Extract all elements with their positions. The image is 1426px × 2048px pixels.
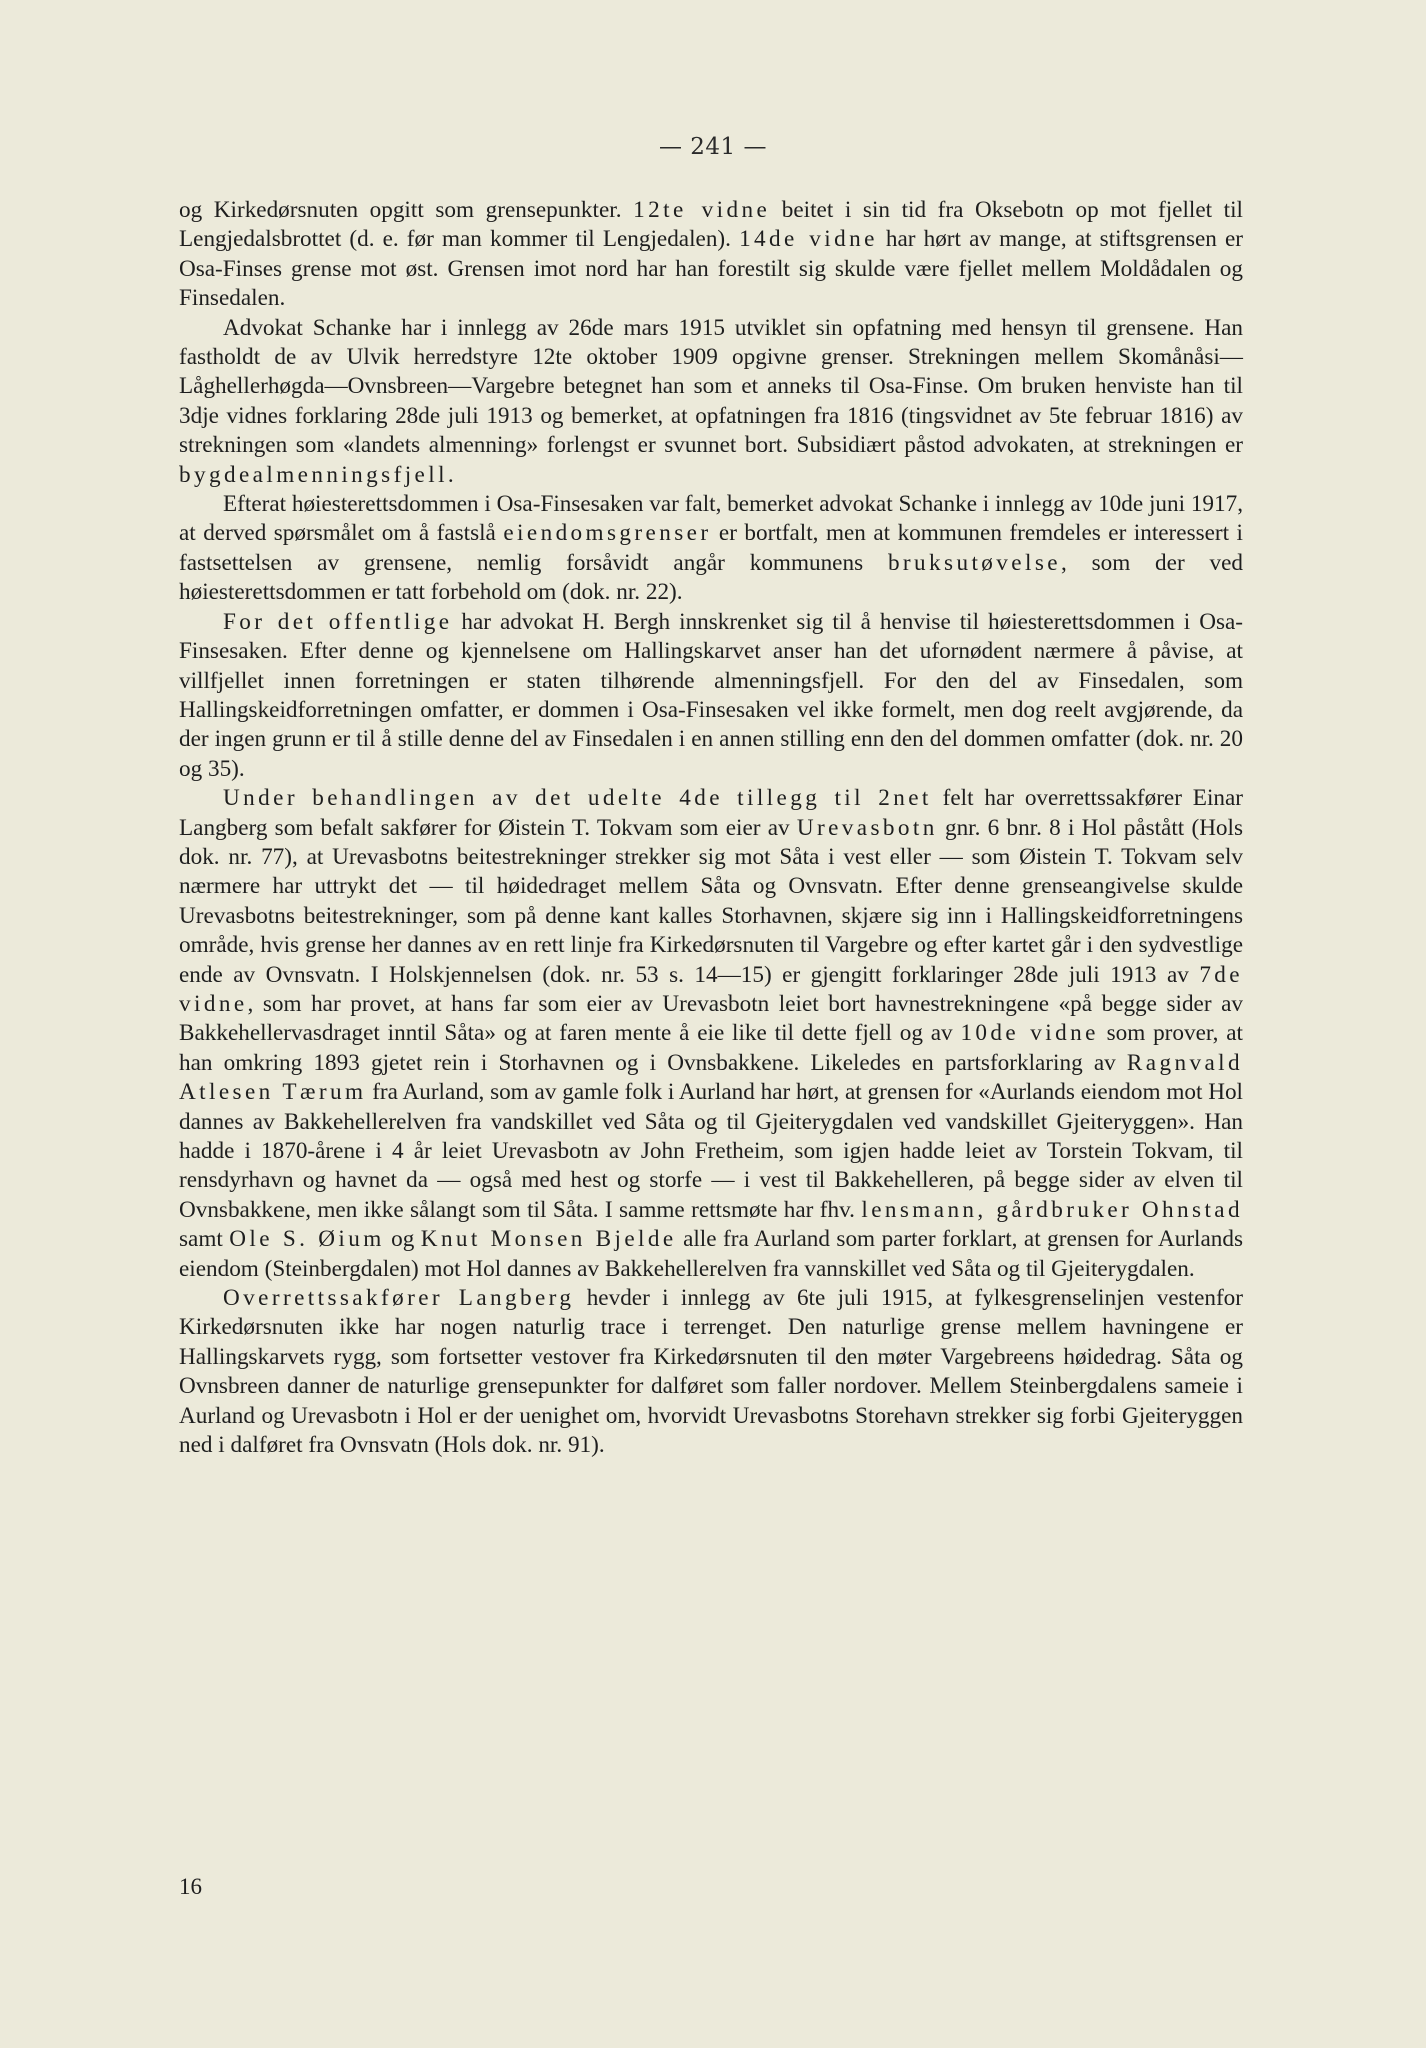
paragraph-5: [179, 784, 1243, 1284]
text-run: felt har overrettssakfører Einar Langberg som befalt sakfører for Øistein T. Tokvam som eier av: [179, 785, 1243, 841]
text-run: som prover, at han omkring 1893 gjetet rein i Storhavnen og i Ovnsbakkene. Likeledes en partsforklaring av: [179, 1020, 1244, 1076]
spaced-emphasis: 10de vidne: [960, 1020, 1099, 1047]
spaced-emphasis: Ole S. Øium: [229, 1226, 385, 1253]
spaced-emphasis: 12te vidne: [633, 197, 771, 223]
text-run: Advokat Schanke har i innlegg av 26de mars 1915 utviklet sin opfatning med hensyn til grensene. Han fastholdt de av Ulvik herredstyre 12te oktober 1909 opgivne grenser. Strekningen mellem Skomånåsi—Låghellerhøgda—Ovnsbreen—Vargebre betegnet han som et anneks til Osa-Finse. Om bruken henviste han til 3dje vidnes forklaring 28de juli 1913 og bemerket, at opfatningen fra 1816 (tingsvidnet av 5te februar 1816) av strekningen som «landets almenning» forlengst er svunnet bort. Subsidiært påstod advokaten, at strekningen er: [179, 314, 1243, 459]
text-run: har advokat H. Bergh innskrenket sig til å henvise til høiesterettsdommen i Osa-Finsesaken. Efter denne og kjennelsene om Hallingskarvet anser han det ufornødent nærmere å påvise, at villfjellet innen forretningen er staten tilhørende almenningsfjell. For den del av Finsedalen, som Hallingskeidforretningen omfatter, er dommen i Osa-Finsesaken vel ikke formelt, men dog reelt avgjørende, da der ingen grunn er til å stille denne del av Finsedalen i en annen stilling enn den del dommen omfatter (dok. nr. 20 og 35).: [179, 608, 1243, 782]
text-run: Efterat høiesterettsdommen i Osa-Finsesaken var falt, bemerket advokat Schanke i innlegg av 10de juni 1917, at derved spørsmålet om å fastslå: [179, 491, 1243, 547]
text-run: hevder i innlegg av 6te juli 1915, at fylkesgrenselinjen vestenfor Kirkedørsnuten ikke har nogen naturlig trace i terrenget. Den naturlige grense mellem havningene er Hallingskarvets rygg, som fortsetter vestover fra Kirkedørsnuten til den møter Vargebreens høidedrag. Såta og Ovnsbreen danner de naturlige grensepunkter for dalføret som faller nordover. Mellem Steinbergdalens sameie i Aurland og Urevasbotn i Hol er der uenighet om, hvorvidt Urevasbotns Storehavn strekker sig forbi Gjeiteryggen ned i dalføret fra Ovnsvatn (Hols dok. nr. 91).: [179, 1285, 1243, 1459]
spaced-emphasis: eiendomsgrenser: [503, 520, 712, 547]
text-run: er bortfalt, men at kommunen fremdeles er interessert i fastsettelsen av grensene, nemlig forsåvidt angår kommunens: [179, 520, 1243, 576]
signature-mark: 16: [179, 1874, 202, 1899]
text-run: gnr. 6 bnr. 8 i Hol påstått (Hols dok. nr. 77), at Urevasbotns beitestrekninger strekker sig mot Såta i vest eller — som Øistein T. Tokvam selv nærmere har uttrykt det — til høidedraget mellem Såta og Ovnsvatn. Efter denne grenseangivelse skulde Urevasbotns beitestrekninger, som på denne kant kalles Storhavnen, skjære sig inn i Hallingskeidforretningens område, hvis grense her dannes av en rett linje fra Kirkedørsnuten til Vargebre og efter kartet går i den sydvestlige ende av Ovnsvatn. I Holskjennelsen (dok. nr. 53 s. 14—15) er gjengitt forklaringer 28de juli 1913 av: [179, 814, 1243, 988]
text-run: og: [384, 1226, 421, 1253]
text-run: samt: [179, 1226, 230, 1253]
text-run: alle fra Aurland som parter forklart, at grensen for Aurlands eiendom (Steinbergdalen) mot Hol dannes av Bakkehellerelven fra vannskillet ved Såta og til Gjeiterygdalen.: [179, 1226, 1243, 1282]
spaced-emphasis: Under behandlingen av det udelte 4de tillegg til 2net: [223, 785, 932, 812]
spaced-emphasis: For det offentlige: [223, 608, 453, 635]
spaced-emphasis: bygdealmenningsfjell: [179, 461, 448, 488]
paragraph-2: [179, 314, 1243, 490]
text-run: har hørt av mange, at stiftsgrensen er Osa-Finses grense mot øst. Grensen imot nord har han forestilt sig skulde være fjellet mellem Moldådalen og Finsedalen.: [179, 226, 1244, 312]
page-number: — 241 —: [658, 134, 768, 160]
spaced-emphasis: lensmann, gårdbruker Ohnstad: [861, 1196, 1243, 1223]
text-run: og Kirkedørsnuten opgitt som grensepunkter.: [179, 197, 634, 223]
text-run: , som der ved høiesterettsdommen er tatt forbehold om (dok. nr. 22).: [179, 549, 1243, 606]
text-run: .: [447, 461, 454, 488]
spaced-emphasis: bruksutøvelse: [887, 549, 1061, 576]
text-run: fra Aurland, som av gamle folk i Aurland har hørt, at grensen for «Aurlands eiendom mot Hol dannes av Bakkehellerelven fra vandskillet ved Såta og til Gjeiterygdalen ved vandskillet Gjeiteryggen». Han hadde i 1870-årene i 4 år leiet Urevasbotn av John Fretheim, som igjen hadde leiet av Torstein Tokvam, til rensdyrhavn og havnet da — også med hest og storfe — i vest til Bakkehelleren, på begge sider av elven til Ovnsbakkene, men ikke sålangt som til Såta. I samme rettsmøte har fhv.: [179, 1079, 1244, 1223]
spaced-emphasis: Overrettssakfører Langberg: [223, 1285, 575, 1312]
text-run: , som har provet, at hans far som eier av Urevasbotn leiet bort havnestrekningene «på begge sider av Bakkehellervasdraget inntil Såta» og at faren mente å eie like til dette fjell og av: [179, 990, 1243, 1047]
paragraph-1: [179, 196, 1243, 314]
text-run: beitet i sin tid fra Oksebotn op mot fjellet til Lengjedalsbrottet (d. e. før man kommer til Lengjedalen).: [179, 197, 1243, 253]
body-text: [179, 196, 1243, 1460]
spaced-emphasis: 7de vidne: [179, 961, 1243, 1017]
paragraph-3: [179, 490, 1243, 608]
spaced-emphasis: Knut Monsen Bjelde: [420, 1226, 677, 1253]
spaced-emphasis: Urevasbotn: [796, 814, 938, 841]
paragraph-6: [179, 1284, 1243, 1460]
spaced-emphasis: 14de vidne: [739, 226, 878, 253]
spaced-emphasis: Ragnvald Atlesen Tærum: [179, 1049, 1243, 1106]
paragraph-4: [179, 608, 1243, 784]
